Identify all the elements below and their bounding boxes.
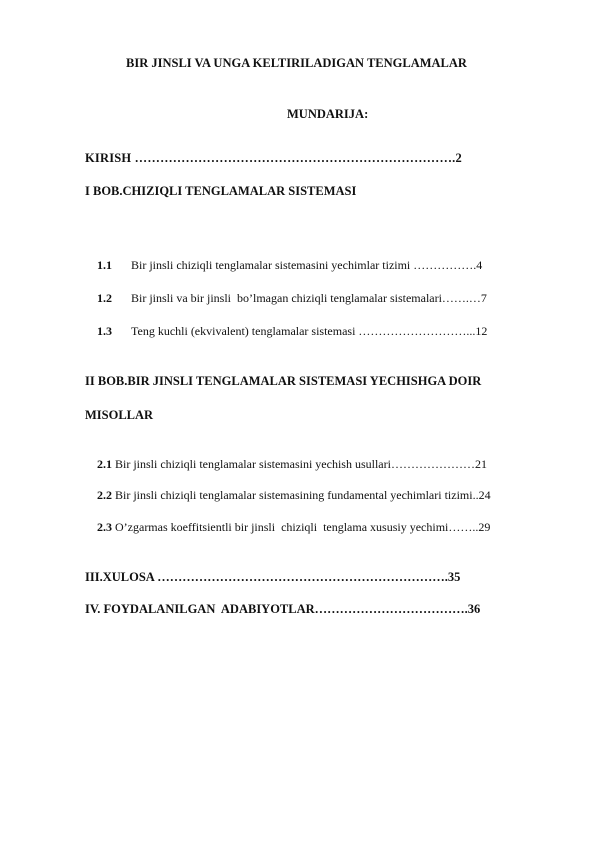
toc-entry-text: Teng kuchli (ekvivalent) tenglamalar sistemasi ………………………...12 [131,324,488,338]
toc-entry-text: Bir jinsli va bir jinsli bo’lmagan chiziqli tenglamalar sistemalari…….…7 [131,291,487,305]
toc-entry-text: Bir jinsli chiziqli tenglamalar sistemasini yechimlar tizimi …………….4 [131,258,483,272]
toc-entry-1-1 [85,247,482,283]
toc-entry-text: Bir jinsli chiziqli tenglamalar sistemasini yechish usullari…………………21 [115,457,487,471]
contents-heading: MUNDARIJA: [287,107,369,121]
toc-entry-intro: KIRISH ………………………………………………………………….2 [85,151,462,165]
toc-entry-number: 2.1 [97,457,112,471]
toc-entry-text: O’zgarmas koeffitsientli bir jinsli chiziqli tenglama xususiy yechimi……..29 [115,520,491,534]
toc-chapter-1: I BOB.CHIZIQLI TENGLAMALAR SISTEMASI [85,184,357,198]
toc-entry-number: 1.1 [97,258,112,272]
toc-entry-1-2 [85,280,487,316]
toc-entry-text: Bir jinsli chiziqli tenglamalar sistemasining fundamental yechimlari tizimi..24 [115,488,491,502]
toc-entry-1-3 [85,313,487,349]
toc-chapter-2: II BOB.BIR JINSLI TENGLAMALAR SISTEMASI YECHISHGA DOIR [85,374,482,388]
toc-entry-2-3 [85,509,490,545]
toc-entry-number: 1.2 [97,291,112,305]
document-title: BIR JINSLI VA UNGA KELTIRILADIGAN TENGLAMALAR [126,56,467,70]
toc-entry-2-2 [85,477,491,513]
toc-conclusion: III.XULOSA …………………………………………………………….35 [85,570,461,584]
toc-entry-number: 1.3 [97,324,112,338]
toc-entry-number: 2.3 [97,520,112,534]
toc-entry-number: 2.2 [97,488,112,502]
toc-references: IV. FOYDALANILGAN ADABIYOTLAR……………………………….36 [85,602,481,616]
toc-chapter-2-cont: MISOLLAR [85,408,154,422]
